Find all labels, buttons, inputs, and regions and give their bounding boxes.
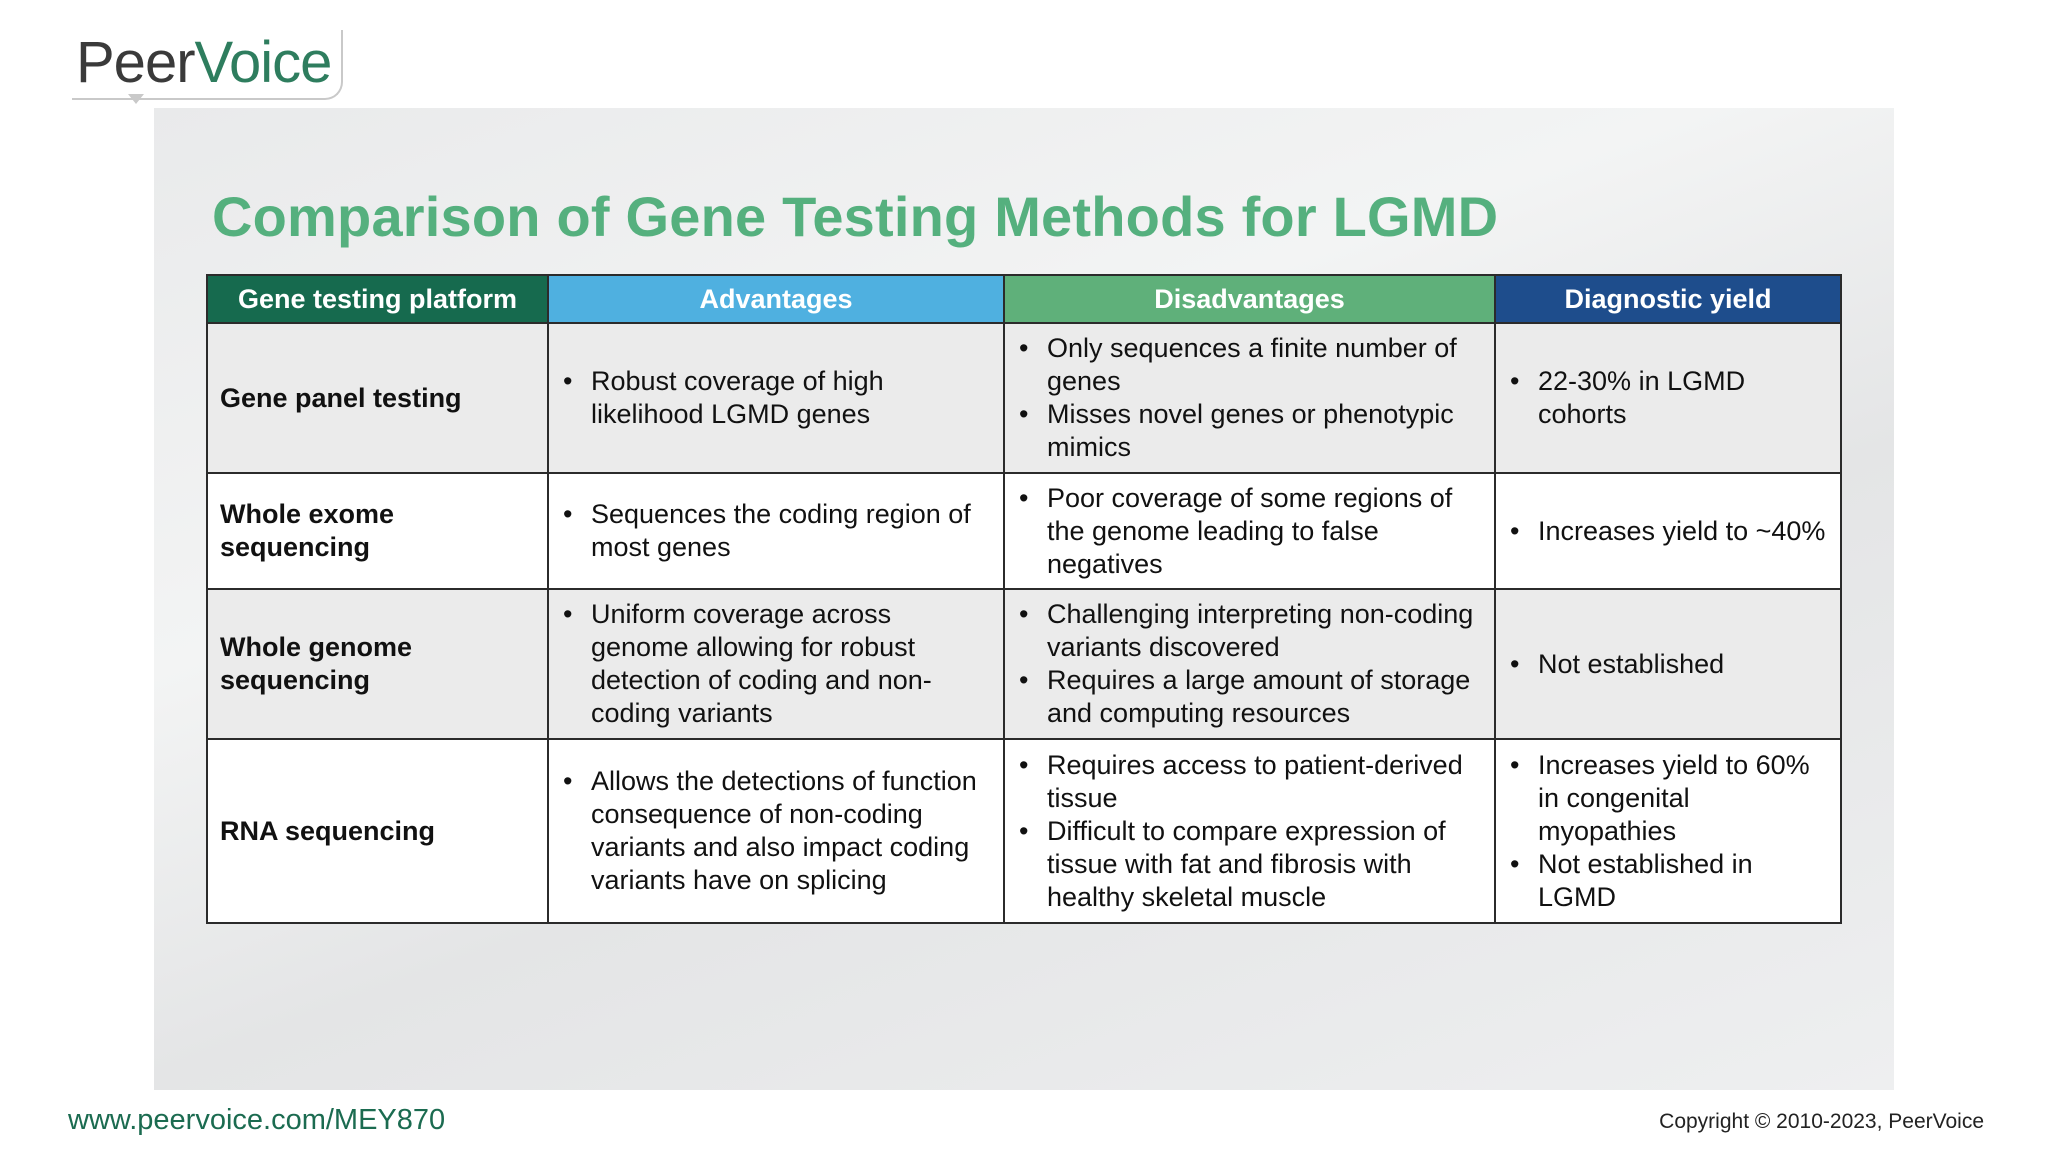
table-header-row — [207, 275, 1841, 323]
peervoice-logo — [72, 30, 343, 100]
cell-yield — [1495, 589, 1841, 739]
table-row — [207, 323, 1841, 473]
footer-url-link[interactable]: www.peervoice.com/MEY870 — [68, 1104, 446, 1136]
bullet-item: • Misses novel genes or phenotypic mimics — [1017, 398, 1482, 464]
bullet-item: • Requires a large amount of storage and computing resources — [1017, 664, 1482, 730]
bullet-item: • Sequences the coding region of most genes — [561, 498, 991, 564]
cell-disadvantages — [1004, 323, 1495, 473]
header-diagnostic-yield: Diagnostic yield — [1495, 275, 1841, 323]
cell-yield — [1495, 323, 1841, 473]
bullet-item: • Allows the detections of function consequence of non-coding variants and also impact coding variants have on splicing — [561, 765, 991, 897]
cell-platform: Whole exome sequencing — [207, 473, 548, 589]
bullet-item: • Not established — [1508, 648, 1828, 681]
bullet-item: • Increases yield to ~40% — [1508, 515, 1828, 548]
logo-speech-tail — [128, 94, 144, 104]
cell-advantages — [548, 323, 1004, 473]
comparison-table — [206, 274, 1842, 924]
bullet-item: • Requires access to patient-derived tissue — [1017, 749, 1482, 815]
cell-advantages — [548, 739, 1004, 923]
header-advantages: Advantages — [548, 275, 1004, 323]
cell-disadvantages — [1004, 473, 1495, 589]
cell-disadvantages — [1004, 739, 1495, 923]
header-disadvantages: Disadvantages — [1004, 275, 1495, 323]
cell-platform: Gene panel testing — [207, 323, 548, 473]
table-row — [207, 473, 1841, 589]
cell-yield — [1495, 739, 1841, 923]
cell-platform: Whole genome sequencing — [207, 589, 548, 739]
cell-yield — [1495, 473, 1841, 589]
bullet-item: • Difficult to compare expression of tissue with fat and fibrosis with healthy skeletal muscle — [1017, 815, 1482, 914]
logo-text-voice: Voice — [194, 30, 332, 95]
cell-platform: RNA sequencing — [207, 739, 548, 923]
cell-disadvantages — [1004, 589, 1495, 739]
bullet-item: • Challenging interpreting non-coding variants discovered — [1017, 598, 1482, 664]
slide-panel — [154, 108, 1894, 1090]
bullet-item: • Not established in LGMD — [1508, 848, 1828, 914]
slide-title: Comparison of Gene Testing Methods for LGMD — [212, 185, 1499, 248]
footer-copyright: Copyright © 2010-2023, PeerVoice — [1659, 1110, 1984, 1133]
header-platform: Gene testing platform — [207, 275, 548, 323]
logo-text-peer: Peer — [76, 30, 195, 95]
bullet-item: • Poor coverage of some regions of the genome leading to false negatives — [1017, 482, 1482, 581]
bullet-item: • 22-30% in LGMD cohorts — [1508, 365, 1828, 431]
bullet-item: • Only sequences a finite number of genes — [1017, 332, 1482, 398]
table-row — [207, 589, 1841, 739]
bullet-item: • Robust coverage of high likelihood LGMD genes — [561, 365, 991, 431]
cell-advantages — [548, 473, 1004, 589]
bullet-item: • Uniform coverage across genome allowing for robust detection of coding and non-coding variants — [561, 598, 991, 730]
table-row — [207, 739, 1841, 923]
cell-advantages — [548, 589, 1004, 739]
bullet-item: • Increases yield to 60% in congenital myopathies — [1508, 749, 1828, 848]
